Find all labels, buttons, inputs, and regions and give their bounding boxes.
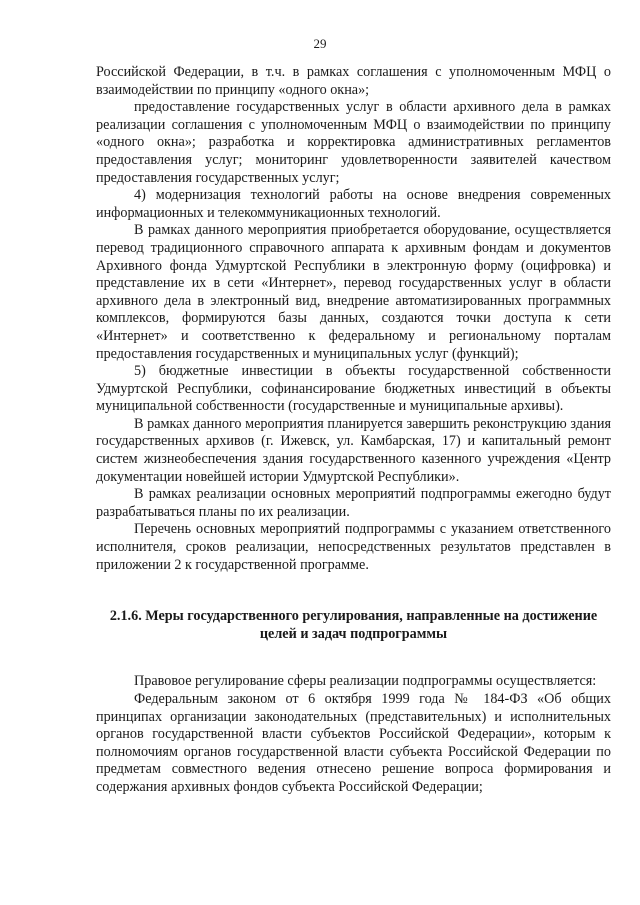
paragraph: Российской Федерации, в т.ч. в рамках соглашения с уполномоченным МФЦ о взаимодействии по принципу «одного окна»; (96, 64, 611, 98)
paragraph: В рамках данного мероприятия приобретается оборудование, осуществляется перевод традиционного справочного аппарата к архивным фондам и документов Архивного фонда Удмуртской Республики в электронную форму (оцифровка) и представление их в сети «Интернет», перевод государственных услуг в области архивного дела в электронный вид, внедрение автоматизированных программных комплексов, формируются базы данных, создаются точки доступа к сети «Интернет» и соответственно к федеральному и региональному порталам предоставления государственных и муниципальных услуг (функций); (96, 222, 611, 362)
section-heading (96, 608, 611, 643)
paragraph: В рамках реализации основных мероприятий подпрограммы ежегодно будут разрабатываться планы по их реализации. (96, 486, 611, 520)
paragraph: Правовое регулирование сферы реализации подпрограммы осуществляется: (134, 673, 597, 690)
section-number: 2.1.6. (109, 608, 142, 625)
document-body (96, 64, 611, 797)
paragraph: Перечень основных мероприятий подпрограммы с указанием ответственного исполнителя, сроков реализации, непосредственных результатов представлен в приложении 2 к государственной программе. (96, 521, 611, 573)
paragraph: 5) бюджетные инвестиции в объекты государственной собственности Удмуртской Республики, софинансирование бюджетных инвестиций в объекты муниципальной собственности (государственные и муниципальные архивы). (96, 363, 611, 415)
section-title: Меры государственного регулирования, направленные на достижение целей и задач подпрограммы (145, 608, 598, 642)
paragraph: 4) модернизация технологий работы на основе внедрения современных информационных и телекоммуникационных технологий. (96, 187, 611, 221)
page-number: 29 (313, 36, 327, 51)
paragraph: предоставление государственных услуг в области архивного дела в рамках реализации соглашения с уполномоченным МФЦ о взаимодействии по принципу «одного окна»; разработка и корректировка административных регламентов предоставления услуг; мониторинг удовлетворенности заявителей качеством предоставления государственных услуг; (96, 99, 611, 186)
paragraph: В рамках данного мероприятия планируется завершить реконструкцию здания государственных архивов (г. Ижевск, ул. Камбарская, 17) и капитальный ремонт систем жизнеобеспечения здания государственного казенного учреждения «Центр документации новейшей истории Удмуртской Республики». (96, 415, 611, 485)
paragraph: Федеральным законом от 6 октября 1999 года № 184-ФЗ «Об общих принципах организации законодательных (представительных) и исполнительных органов государственной власти субъектов Российской Федерации», которым к полномочиям органов государственной власти субъекта Российской Федерации по предметам совместного ведения отнесено решение вопроса формирования и содержания архивных фондов субъекта Российской Федерации; (96, 691, 611, 795)
